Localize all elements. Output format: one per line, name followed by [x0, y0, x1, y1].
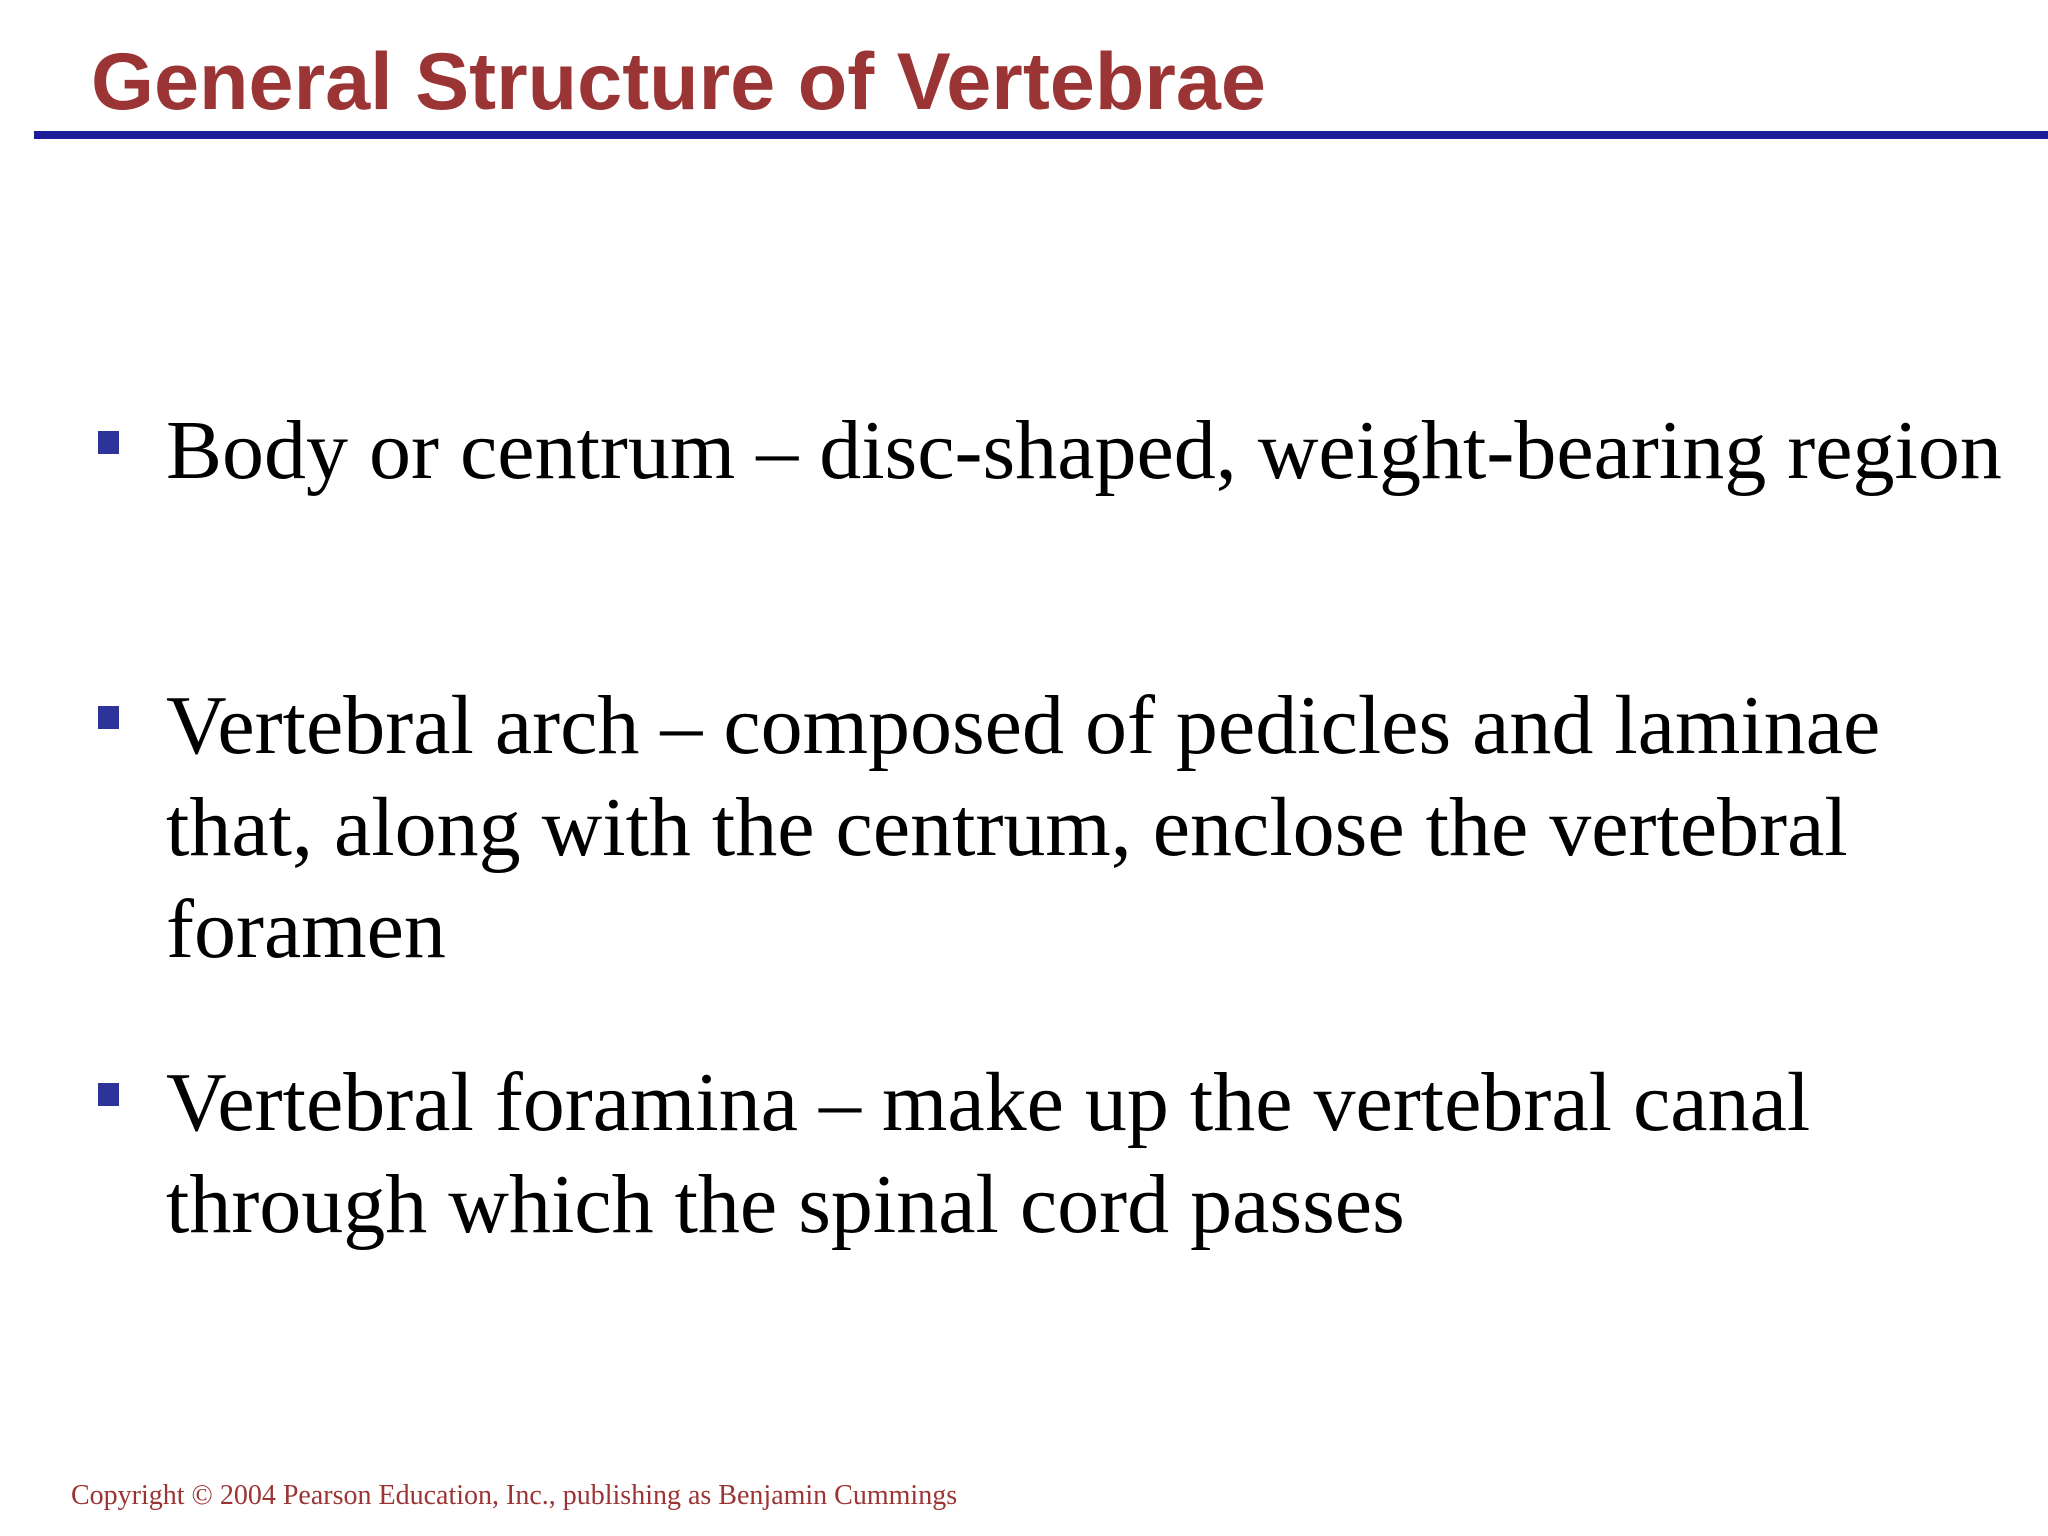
square-bullet-icon — [98, 431, 119, 454]
bullet-text: Body or centrum – disc-shaped, weight-bearing region — [166, 404, 2002, 497]
square-bullet-icon — [98, 706, 119, 729]
square-bullet-icon — [98, 1083, 119, 1106]
bullet-text: Vertebral foramina – make up the vertebral canal through which the spinal cord passes — [166, 1056, 1811, 1251]
bullet-text: Vertebral arch – composed of pedicles and laminae that, along with the centrum, enclose the vertebral foramen — [166, 679, 1881, 976]
copyright-notice: Copyright © 2004 Pearson Education, Inc., publishing as Benjamin Cummings — [71, 1480, 958, 1511]
slide-title: General Structure of Vertebrae — [91, 37, 1266, 127]
